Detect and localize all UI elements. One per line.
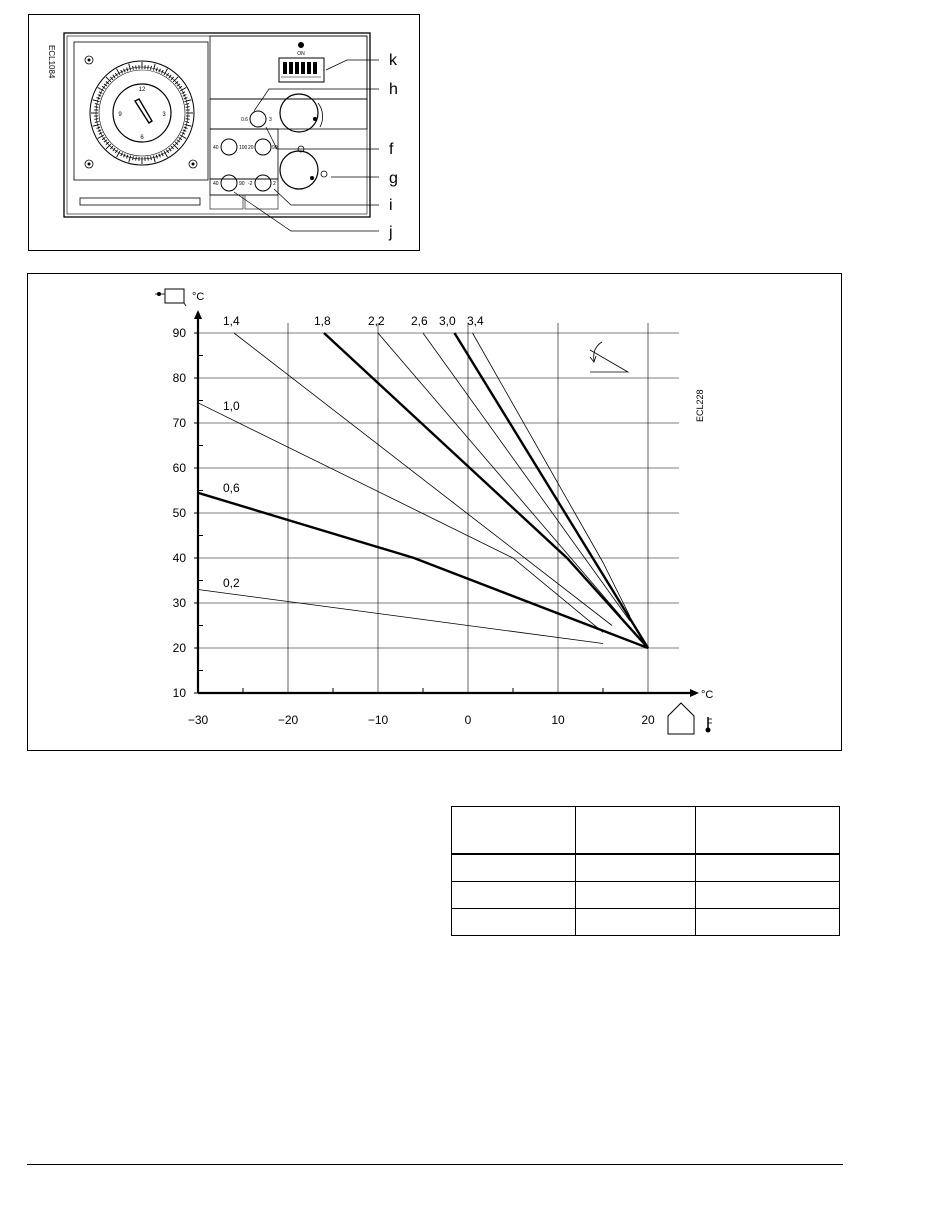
- table-cell: [576, 854, 696, 882]
- svg-text:2: 2: [273, 181, 276, 187]
- table-cell: [696, 909, 840, 936]
- dial-tick: [153, 156, 155, 163]
- dial-tick: [184, 127, 188, 128]
- dial-tick: [169, 75, 171, 78]
- controller-drawing: [29, 15, 419, 250]
- callout-g: g: [389, 170, 398, 187]
- dial-tick: [133, 156, 134, 160]
- table-cell: [576, 909, 696, 936]
- dial-tick: [97, 98, 101, 99]
- dial-tick: [93, 100, 100, 102]
- curve-label: 2,6: [411, 314, 428, 328]
- dial-tick: [185, 124, 192, 126]
- table-header-cell: [696, 807, 840, 855]
- dial-tick: [113, 75, 115, 78]
- dial-tick: [184, 98, 188, 99]
- svg-text:40: 40: [213, 145, 219, 151]
- table-header-cell: [452, 807, 576, 855]
- dial-tick: [179, 86, 182, 88]
- dial-tick: [166, 150, 168, 153]
- x-tick-label: 10: [551, 713, 565, 727]
- svg-text:20: 20: [248, 145, 254, 151]
- heating-curve-chart: [27, 273, 842, 751]
- y-axis-unit: °C: [192, 291, 205, 303]
- dial-tick: [133, 66, 134, 70]
- dial-tick: [93, 124, 100, 126]
- dip-on-label: ON: [297, 51, 305, 57]
- svg-text:3: 3: [269, 117, 272, 123]
- y-tick-label: 10: [172, 686, 186, 700]
- settings-table: [451, 806, 840, 936]
- offset-knob-icon: [248, 175, 276, 191]
- svg-text:40: 40: [213, 181, 219, 187]
- dial-tick: [148, 65, 149, 69]
- x-tick-label: −20: [277, 713, 299, 727]
- svg-text:0.6: 0.6: [241, 117, 248, 123]
- clock-hand-icon: [135, 99, 152, 123]
- heat-curve-knob-icon: [241, 111, 272, 127]
- indicator-led-icon: [298, 42, 304, 48]
- svg-text:100: 100: [239, 145, 248, 151]
- dial-tick: [186, 107, 190, 108]
- dip-switch-icon: [279, 58, 324, 82]
- dial-tick: [180, 135, 186, 139]
- y-tick-label: 20: [172, 641, 186, 655]
- dial-tick: [129, 64, 131, 71]
- callout-i: i: [389, 197, 393, 214]
- dial-tick: [186, 119, 190, 120]
- x-tick-label: −10: [367, 713, 389, 727]
- y-axis-arrow-icon: [194, 310, 202, 319]
- x-axis-arrow-icon: [690, 689, 699, 697]
- table-header-cell: [576, 807, 696, 855]
- dial-tick: [115, 150, 117, 153]
- table-cell: [576, 882, 696, 909]
- dial-tick: [102, 137, 105, 139]
- dial-tick: [185, 122, 189, 123]
- heating-curve-2-2: [378, 333, 621, 617]
- callout-h: h: [389, 81, 398, 98]
- dial-tick: [177, 140, 180, 142]
- dial-tick: [136, 157, 137, 161]
- curve-label: 0,2: [223, 576, 240, 590]
- heating-curve-0-6: [198, 493, 648, 648]
- heating-curve-3-4: [473, 333, 631, 617]
- svg-text:-2: -2: [248, 181, 253, 187]
- table-cell: [452, 854, 576, 882]
- return-limit-knob-icon: [213, 175, 245, 191]
- chart-canvas: [28, 274, 841, 750]
- device-drawing-id: ECL1084: [47, 45, 56, 79]
- curve-shift-icon: [590, 342, 628, 372]
- chart-labels: [173, 314, 655, 727]
- x-axis-unit: °C: [701, 689, 714, 701]
- dial-tick: [153, 64, 155, 71]
- clock-number-9: 9: [118, 112, 122, 118]
- table-header-row: [452, 807, 840, 855]
- dial-tick: [185, 100, 192, 102]
- svg-text:90: 90: [239, 181, 245, 187]
- dial-tick: [95, 104, 99, 105]
- dial-tick: [185, 104, 189, 105]
- curve-label: 2,2: [368, 314, 385, 328]
- table-row: [452, 909, 840, 936]
- clock-number-12: 12: [138, 87, 146, 93]
- dial-tick: [94, 107, 98, 108]
- dial-tick: [136, 65, 137, 69]
- dial-tick: [98, 135, 104, 139]
- timer-dial-icon: [90, 61, 194, 165]
- dial-tick: [97, 127, 101, 128]
- dial-tick: [127, 68, 128, 72]
- dial-tick: [102, 86, 105, 88]
- dial-tick: [94, 119, 98, 120]
- curve-label: 1,4: [223, 314, 240, 328]
- upper-panel: [210, 36, 367, 99]
- callout-j: j: [389, 224, 393, 241]
- table-cell: [452, 909, 576, 936]
- svg-text:90: 90: [272, 145, 278, 151]
- chart-grid: [198, 323, 679, 693]
- dial-tick: [148, 157, 149, 161]
- dial-tick: [129, 156, 131, 163]
- dial-tick: [164, 69, 168, 75]
- heating-curve-3-0: [455, 333, 649, 648]
- mode-selector-knob-icon: [280, 146, 327, 189]
- dial-tick: [179, 137, 182, 139]
- table-row: [452, 854, 840, 882]
- dial-tick: [156, 155, 157, 159]
- y-tick-label: 80: [172, 371, 186, 385]
- controller-front-panel-figure: [28, 14, 420, 251]
- dial-tick: [104, 140, 107, 142]
- dial-tick: [104, 84, 107, 86]
- dial-tick: [127, 155, 128, 159]
- y-tick-label: 50: [172, 506, 186, 520]
- table-cell: [696, 882, 840, 909]
- y-tick-label: 30: [172, 596, 186, 610]
- table-cell: [452, 882, 576, 909]
- x-tick-label: −30: [187, 713, 209, 727]
- x-tick-label: 0: [464, 713, 472, 727]
- table-cell: [696, 854, 840, 882]
- curve-label: 0,6: [223, 481, 240, 495]
- table-row: [452, 882, 840, 909]
- dial-tick: [117, 69, 121, 75]
- clock-number-6: 6: [140, 135, 144, 141]
- curve-label: 1,0: [223, 399, 240, 413]
- dial-tick: [169, 148, 171, 151]
- dial-tick: [156, 68, 157, 72]
- flow-temperature-icon: [155, 289, 186, 306]
- callout-k: k: [389, 52, 397, 69]
- dial-tick: [151, 156, 152, 160]
- dial-tick: [95, 122, 99, 123]
- curve-label: 3,4: [467, 314, 484, 328]
- callout-f: f: [389, 141, 394, 158]
- chart-drawing-id: ECL228: [695, 389, 705, 422]
- y-tick-label: 70: [172, 416, 186, 430]
- callout-lines: [234, 60, 379, 231]
- dial-tick: [117, 151, 121, 157]
- label-slot: [80, 198, 200, 205]
- room-temp-knob-icon: [280, 94, 323, 132]
- footer-rule: [27, 1164, 843, 1165]
- flow-limit-knob-icon: [213, 139, 248, 155]
- dial-tick: [115, 73, 117, 76]
- dial-tick: [177, 84, 180, 86]
- y-tick-label: 40: [172, 551, 186, 565]
- curve-label: 1,8: [314, 314, 331, 328]
- y-tick-label: 60: [172, 461, 186, 475]
- dial-tick: [113, 148, 115, 151]
- dial-tick: [98, 88, 104, 92]
- dial-tick: [166, 73, 168, 76]
- x-tick-label: 20: [641, 713, 655, 727]
- dial-tick: [151, 66, 152, 70]
- heating-curve-1-8: [324, 333, 648, 648]
- outdoor-house-icon: [668, 703, 712, 734]
- clock-number-3: 3: [162, 112, 166, 118]
- dial-tick: [180, 88, 186, 92]
- y-tick-label: 90: [172, 326, 186, 340]
- heating-curve-2-6: [423, 333, 630, 621]
- dial-tick: [164, 151, 168, 157]
- curve-label: 3,0: [439, 314, 456, 328]
- heating-curve-0-2: [198, 590, 603, 644]
- chart-series: [198, 333, 648, 648]
